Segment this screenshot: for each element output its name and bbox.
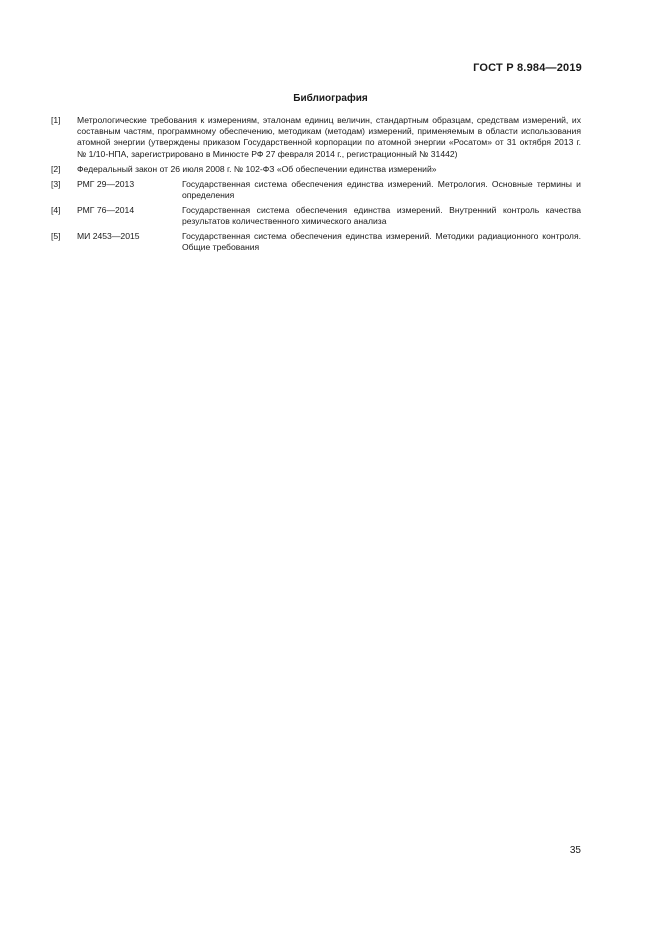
page-number: 35 (569, 845, 581, 856)
standard-code: ГОСТ Р 8.984—2019 (473, 62, 582, 74)
bibliography-entry-1 (51, 115, 581, 160)
bibliography-entry-4 (51, 205, 581, 227)
bibliography-entry-3 (51, 179, 581, 201)
entry-text: Метрологические требования к измерениям, эталонам единиц величин, стандартным образцам, средствам измерений, их составным частям, программному обеспечению, методикам (методам) измерений, применяемым в области использования атомной энергии (утверждены приказом Государственной корпорации по атомной энергии «Росатом» от 31 октября 2013 г. № 1/10-НПА, зарегистрировано в Минюсте РФ 27 февраля 2014 г., регистрационный № 31442) (77, 115, 581, 159)
entry-number: [5] (51, 231, 61, 242)
entry-document-code: РМГ 29—2013 (77, 178, 135, 189)
bibliography-list (51, 115, 581, 257)
bibliography-entry-5 (51, 231, 581, 253)
section-title: Библиография (293, 93, 368, 104)
entry-number: [2] (51, 163, 61, 174)
entry-description: Государственная система обеспечения единства измерений. Методики радиационного контроля. Общие требования (182, 231, 581, 253)
entry-description: Государственная система обеспечения единства измерений. Метрология. Основные термины и определения (182, 178, 581, 200)
entry-number: [3] (51, 178, 61, 189)
entry-document-code: МИ 2453—2015 (77, 231, 140, 242)
entry-text: Федеральный закон от 26 июля 2008 г. № 102-ФЗ «Об обеспечении единства измерений» (77, 163, 437, 174)
entry-number: [4] (51, 204, 61, 215)
entry-number: [1] (51, 115, 61, 125)
entry-description: Государственная система обеспечения единства измерений. Внутренний контроль качества результатов количественного химического анализа (182, 204, 581, 227)
entry-document-code: РМГ 76—2014 (77, 204, 135, 215)
bibliography-entry-2 (51, 164, 581, 175)
